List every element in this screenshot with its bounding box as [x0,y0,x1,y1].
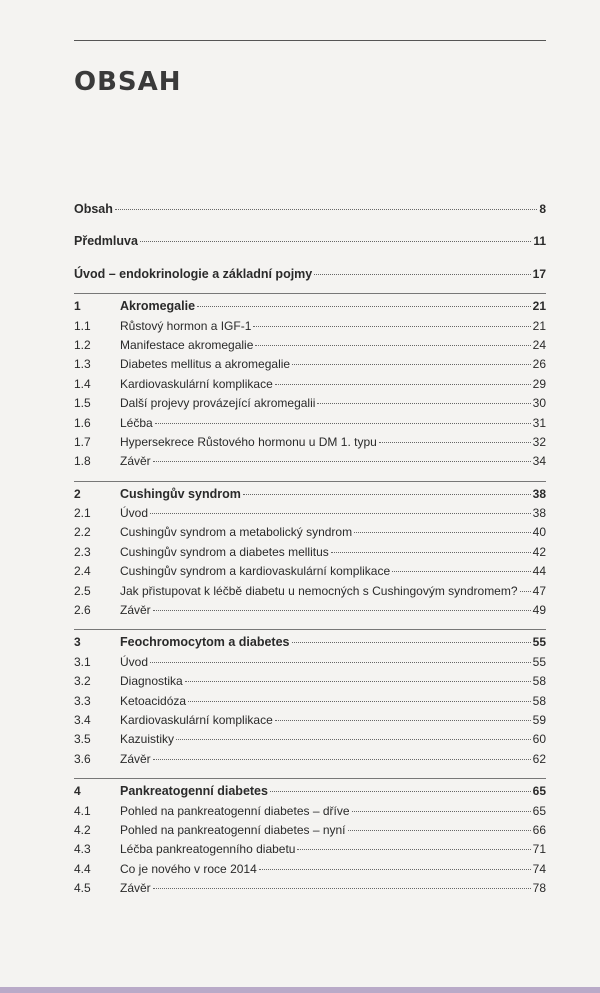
toc-number: 1.6 [74,415,91,430]
toc-label: Co je nového v roce 2014 [120,861,257,876]
page-title: OBSAH [74,67,182,97]
toc-label: Manifestace akromegalie [120,337,254,352]
toc-item[interactable] [74,504,546,523]
table-of-contents [74,200,546,899]
toc-number: 4.5 [74,881,91,896]
toc-label: Pankreatogenní diabetes [120,784,268,799]
toc-chapter-2[interactable] [74,485,546,504]
divider [74,778,546,779]
toc-item[interactable] [74,802,546,821]
toc-number: 2 [74,486,81,501]
toc-number: 3.4 [74,712,91,727]
toc-leader [150,662,531,663]
toc-page: 40 [532,525,546,540]
toc-leader [292,642,531,643]
toc-leader [153,610,531,611]
toc-page: 74 [532,861,546,876]
toc-label: Kazuistiky [120,732,175,747]
toc-leader [317,403,530,404]
toc-item[interactable] [74,692,546,711]
toc-label: Léčba pankreatogenního diabetu [120,842,296,857]
toc-page: 62 [532,751,546,766]
toc-leader [243,494,531,495]
toc-number: 3.6 [74,751,91,766]
toc-item[interactable] [74,840,546,859]
toc-label: Akromegalie [120,299,196,314]
divider [74,629,546,630]
toc-leader [176,739,531,740]
toc-number: 1 [74,299,81,314]
toc-page: 65 [532,784,546,799]
toc-number: 1.5 [74,396,91,411]
toc-page: 65 [532,803,546,818]
toc-number: 3.2 [74,674,91,689]
toc-number: 2.4 [74,564,91,579]
toc-leader [188,701,531,702]
toc-entry-intro-0[interactable] [74,200,546,219]
toc-page: 58 [532,693,546,708]
toc-leader [255,345,530,346]
toc-leader [354,532,531,533]
toc-label: Úvod – endokrinologie a základní pojmy [74,266,313,281]
toc-label: Závěr [120,751,151,766]
toc-leader [275,384,531,385]
toc-item[interactable] [74,452,546,471]
toc-chapter-4[interactable] [74,782,546,801]
toc-leader [153,759,531,760]
toc-label: Feochromocytom a diabetes [120,635,290,650]
toc-number: 4.4 [74,861,91,876]
toc-page: 30 [532,396,546,411]
toc-page: 31 [532,415,546,430]
toc-number: 1.4 [74,376,91,391]
toc-leader [155,423,531,424]
toc-leader [379,442,531,443]
toc-page: 8 [539,202,546,216]
toc-label: Kardiovaskulární komplikace [120,376,273,391]
toc-entry-intro-2[interactable] [74,265,546,284]
toc-number: 2.1 [74,506,91,521]
toc-leader [185,681,531,682]
toc-page: 44 [532,564,546,579]
toc-page: 24 [532,337,546,352]
toc-leader [253,326,530,327]
toc-number: 3.3 [74,693,91,708]
toc-chapter-1[interactable] [74,297,546,316]
toc-item[interactable] [74,653,546,672]
toc-item[interactable] [74,562,546,581]
toc-label: Cushingův syndrom a metabolický syndrom [120,525,353,540]
toc-leader [314,274,530,275]
toc-leader [153,461,531,462]
toc-item[interactable] [74,317,546,336]
toc-leader [259,869,531,870]
toc-item[interactable] [74,730,546,749]
toc-number: 1.7 [74,434,91,449]
toc-leader [292,364,531,365]
toc-page: 38 [532,486,546,501]
toc-label: Pohled na pankreatogenní diabetes – dříve [120,803,350,818]
toc-item[interactable] [74,433,546,452]
toc-item[interactable] [74,582,546,601]
toc-number: 1.3 [74,357,91,372]
toc-leader [115,209,537,210]
toc-item[interactable] [74,821,546,840]
toc-number: 4 [74,784,81,799]
toc-number: 2.6 [74,603,91,618]
toc-number: 2.5 [74,583,91,598]
toc-leader [150,513,531,514]
toc-page: 66 [532,822,546,837]
toc-label: Předmluva [74,234,138,249]
toc-label: Úvod [120,506,149,521]
toc-item[interactable] [74,336,546,355]
toc-page: 59 [532,712,546,727]
toc-number: 3.1 [74,654,91,669]
toc-page: 21 [532,299,546,314]
toc-label: Kardiovaskulární komplikace [120,712,273,727]
toc-page: 11 [533,234,546,249]
toc-page: 38 [532,506,546,521]
toc-label: Růstový hormon a IGF-1 [120,318,252,333]
toc-label: Jak přistupovat k léčbě diabetu u nemocných s Cushingovým syndromem? [120,583,518,598]
toc-page: 60 [532,732,546,747]
toc-page: 17 [532,266,546,281]
top-rule [74,40,546,41]
toc-leader [348,830,531,831]
toc-label: Závěr [120,603,151,618]
toc-label: Diabetes mellitus a akromegalie [120,357,291,372]
page-edge [0,987,600,993]
toc-number: 1.2 [74,337,91,352]
toc-number: 2.2 [74,525,91,540]
toc-page: 29 [532,376,546,391]
toc-page: 55 [532,635,546,650]
toc-page: 47 [532,583,546,598]
toc-label: Hypersekrece Růstového hormonu u DM 1. typu [120,434,377,449]
toc-number: 4.1 [74,803,91,818]
toc-item[interactable] [74,375,546,394]
toc-item[interactable] [74,394,546,413]
toc-number: 1.8 [74,454,91,469]
toc-label: Ketoacidóza [120,693,187,708]
toc-leader [153,888,531,889]
toc-leader [275,720,531,721]
toc-leader [197,306,531,307]
toc-label: Obsah [74,202,113,216]
toc-leader [270,791,531,792]
toc-leader [520,591,531,592]
toc-page: 55 [532,654,546,669]
toc-label: Cushingův syndrom a kardiovaskulární komplikace [120,564,391,579]
toc-page: 32 [532,434,546,449]
toc-page: 58 [532,674,546,689]
toc-number: 3 [74,635,81,650]
toc-leader [297,849,530,850]
toc-entry-intro-1[interactable] [74,232,546,251]
toc-chapter-3[interactable] [74,633,546,652]
toc-number: 1.1 [74,318,91,333]
toc-item[interactable] [74,711,546,730]
toc-item[interactable] [74,543,546,562]
toc-leader [352,811,531,812]
toc-page: 34 [532,454,546,469]
toc-item[interactable] [74,879,546,898]
toc-number: 4.3 [74,842,91,857]
divider [74,481,546,482]
toc-number: 2.3 [74,544,91,559]
toc-number: 4.2 [74,822,91,837]
toc-page: 78 [532,881,546,896]
toc-leader [140,241,531,242]
toc-label: Závěr [120,881,151,896]
toc-item[interactable] [74,601,546,620]
toc-label: Další projevy provázející akromegalii [120,396,316,411]
toc-page: 21 [532,318,546,333]
toc-page: 42 [532,544,546,559]
divider [74,293,546,294]
toc-item[interactable] [74,860,546,879]
toc-label: Léčba [120,415,153,430]
toc-item[interactable] [74,750,546,769]
toc-label: Cushingův syndrom a diabetes mellitus [120,544,329,559]
toc-label: Diagnostika [120,674,183,689]
toc-page: 26 [532,357,546,372]
toc-page: 49 [532,603,546,618]
toc-label: Pohled na pankreatogenní diabetes – nyní [120,822,346,837]
toc-label: Úvod [120,654,149,669]
toc-label: Závěr [120,454,151,469]
toc-item[interactable] [74,414,546,433]
toc-label: Cushingův syndrom [120,486,241,501]
toc-leader [392,571,531,572]
toc-number: 3.5 [74,732,91,747]
toc-item[interactable] [74,355,546,374]
toc-leader [331,552,531,553]
toc-item[interactable] [74,672,546,691]
toc-page: 71 [532,842,546,857]
toc-item[interactable] [74,523,546,542]
